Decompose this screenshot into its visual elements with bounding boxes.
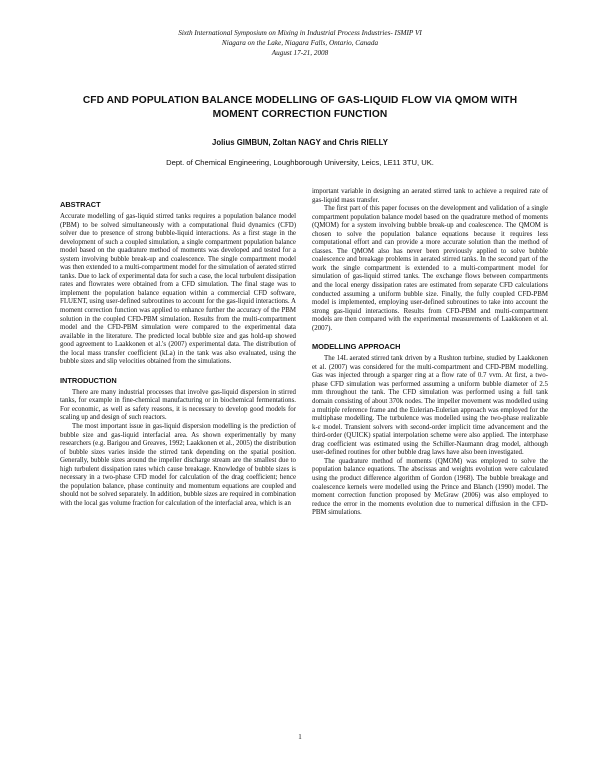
left-column <box>60 200 296 509</box>
conference-location: Niagara on the Lake, Niagara Falls, Ontario, Canada <box>221 39 379 47</box>
abstract-heading: ABSTRACT <box>60 200 101 209</box>
paper-title: CFD AND POPULATION BALANCE MODELLING OF GAS-LIQUID FLOW VIA QMOM WITH MOMENT CORRECTION FUNCTION <box>82 95 518 120</box>
introduction-heading: INTRODUCTION <box>60 375 117 385</box>
modelling-paragraph: The quadrature method of moments (QMOM) was employed to solve the population balance equations. The abscissas and weights evolution were calculated using the product difference algorithm of Gordon (1968). The bubble breakage and coalescence kernels were modelled using the Prince and Blanch (1990) model. The moment correction function proposed by McGraw (2006) was also employed to reduce the error in the moments evolution due to numerical diffusion in the CFD-PBM simulations. <box>312 457 548 517</box>
modelling-paragraph: The 14L aerated stirred tank driven by a Rushton turbine, studied by Laakkonen et al. (2007) was considered for the multi-compartment and CFD-PBM modelling. Gas was injected through a sparger ring at a flow rate of 0.7 vvm. At first, a two-phase CFD simulation was performed assuming a uniform bubble diameter of 2.5 mm throughout the tank. The CFD simulation was performed using a full tank domain consisting of about 370k nodes. The impeller movement was modelled using a multiple reference frame and the Eulerian-Eulerian approach was employed for the multiphase modelling. The turbulence was modelled using the two-phase realizable k-ε model. Transient solvers with second-order implicit time advancement and the third-order (QUICK) spatial interpolation scheme were also applied. The interphase drag coefficient was estimated using the Schiller-Naumann drag model, although user-defined routines for other bubble drag laws have also been investigated. <box>312 355 548 457</box>
right-column <box>312 188 548 518</box>
paper-authors: Jolius GIMBUN, Zoltan NAGY and Chris RIELLY <box>212 138 388 147</box>
author-affiliation: Dept. of Chemical Engineering, Loughborough University, Leics, LE11 3TU, UK. <box>166 158 434 167</box>
conference-header <box>0 28 600 58</box>
conference-name: Sixth International Symposium on Mixing in Industrial Process Industries- ISMIP VI <box>178 29 422 37</box>
conference-date: August 17-21, 2008 <box>271 49 329 57</box>
introduction-paragraph-continued: important variable in designing an aerated stirred tank to achieve a required rate of gas-liquid mass transfer. <box>312 188 548 204</box>
introduction-paragraph: The most important issue in gas-liquid dispersion modelling is the prediction of bubble size and gas-liquid interfacial area. As shown experimentally by many researchers (e.g. Barigou and Greaves, 1992; Laakkonen et al., 2005) the distribution of bubble sizes varies inside the stirred tank depending on the spatial position. Generally, bubble sizes around the impeller discharge stream are the smallest due to high turbulent dissipation rates which cause breakage. Knowledge of bubble sizes is necessary in a two-phase CFD model for calculation of the drag coefficient; hence the population balance, phase continuity and momentum equations are coupled and should not be solved separately. In addition, bubble sizes are required in combination with the local gas volume fraction for calculation of the interfacial area, which is an <box>60 423 296 507</box>
introduction-paragraph: The first part of this paper focuses on the development and validation of a single compartment population balance model based on the quadrature method of moments (QMOM) for a system involving bubble break-up and coalescence. The QMOM is chosen to solve the population balance equations because it requires less computational effort and can provide a more accurate solution than the method of classes. The QMOM also has never been previously applied to solve bubble coalescence and breakage problems in aerated stirred tanks. In the second part of the work the single compartment is extended to a multi-compartment model for simulation of gas-liquid stirred tanks. The exchange flows between compartments and the local energy dissipation rates are estimated from separate CFD calculations conducted assuming a uniform bubble size. Finally, the fully coupled CFD-PBM model is implemented, employing user-defined subroutines to take into account the strong gas-liquid interactions. Results from CFD-PBM and multi-compartment models are then compared with the experimental measurements of Laakkonen et al. (2007). <box>312 205 548 332</box>
page-number: 1 <box>298 733 302 741</box>
abstract-text: Accurate modelling of gas-liquid stirred tanks requires a population balance model (PBM) to be solved simultaneously with a computational fluid dynamics (CFD) solver due to presence of strong bubble-liquid interactions. As a first stage in the development of such a coupled simulation, a single compartment population balance model based on the quadrature method of moments was developed and tested for a system involving bubble break-up and coalescence. The single compartment model was then extended to a multi-compartment model for the simulation of aerated stirred tanks. Due to lack of experimental data for such a case, the local turbulent dissipation rates and flowrates were obtained from a CFD simulation. The final stage was to implement the population balance equation within a commercial CFD software, FLUENT, using user-defined subroutines to account for the gas-liquid interactions. A moment correction function was applied to enhance further the accuracy of the PBM solution in the coupled CFD-PBM simulation. Results from the multi-compartment model and the CFD-PBM simulation were compared to the experimental data available in the literature. The predicted local bubble size and gas hold-up showed good agreement to Laakkonen et al.'s (2007) experimental data. The distribution of the local mass transfer coefficient (kLa) in the tank was also evaluated, using the bubble sizes and slip velocities obtained from the simulations. <box>60 213 296 366</box>
introduction-paragraph: There are many industrial processes that involve gas-liquid dispersion in stirred tanks, for example in fine-chemical manufacturing or in biochemical fermentations. For economic, as well as safety reasons, it is necessary to develop good models for scaling up and design of such reactors. <box>60 388 296 422</box>
modelling-heading: MODELLING APPROACH <box>312 342 401 352</box>
